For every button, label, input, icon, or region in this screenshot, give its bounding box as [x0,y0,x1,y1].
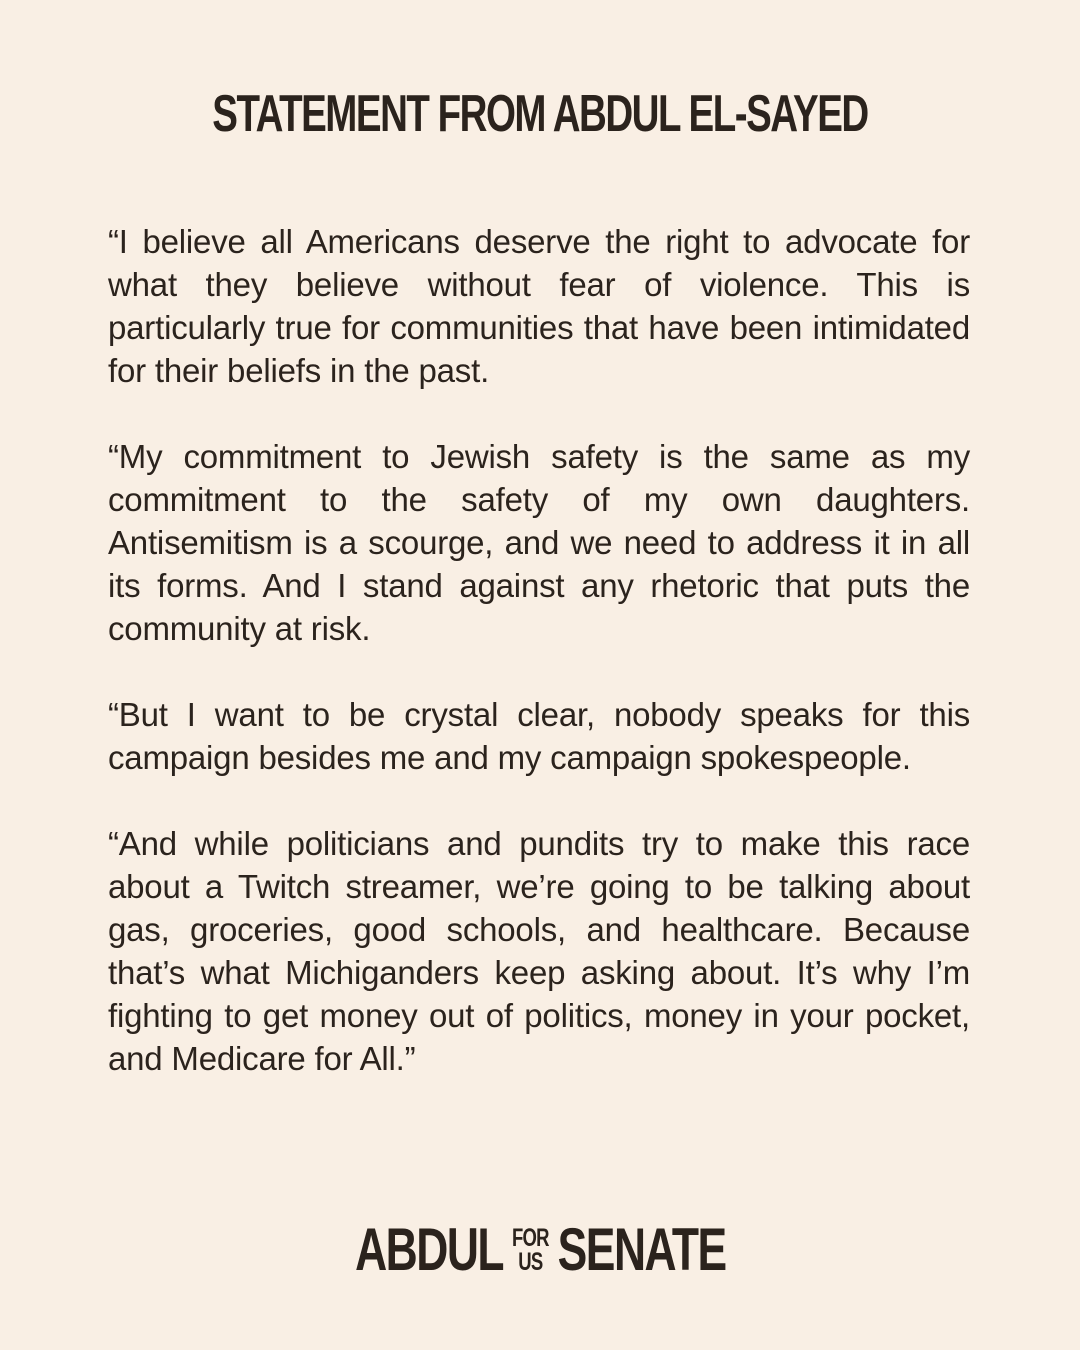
statement-body [108,220,970,1080]
statement-paragraph: “And while politicians and pundits try to make this race about a Twitch streamer, we’re going to be talking about gas, groceries, good schools, and healthcare. Because that’s what Michiganders keep asking about. It’s why I’m fighting to get money out of politics, money in your pocket, and Medicare for All.” [108,825,970,1077]
campaign-logo-wordmark [354,1216,726,1283]
logo-for-us [512,1226,549,1274]
logo-for: FOR [511,1224,549,1252]
statement-paragraph: “I believe all Americans deserve the right to advocate for what they believe without fear of violence. This is particularly true for communities that have been intimidated for their beliefs in the past. [108,223,970,389]
logo-senate: SENATE [557,1216,726,1283]
statement-paragraph: “But I want to be crystal clear, nobody speaks for this campaign besides me and my campaign spokespeople. [108,696,970,776]
campaign-logo [0,1218,1080,1282]
statement-paragraph: “My commitment to Jewish safety is the same as my commitment to the safety of my own daughters. Antisemitism is a scourge, and we need to address it in all its forms. And I stand against any rhetoric that puts the community at risk. [108,438,970,647]
logo-abdul: ABDUL [354,1216,503,1283]
logo-us: US [517,1248,543,1276]
page-title: STATEMENT FROM ABDUL EL-SAYED [212,85,868,143]
